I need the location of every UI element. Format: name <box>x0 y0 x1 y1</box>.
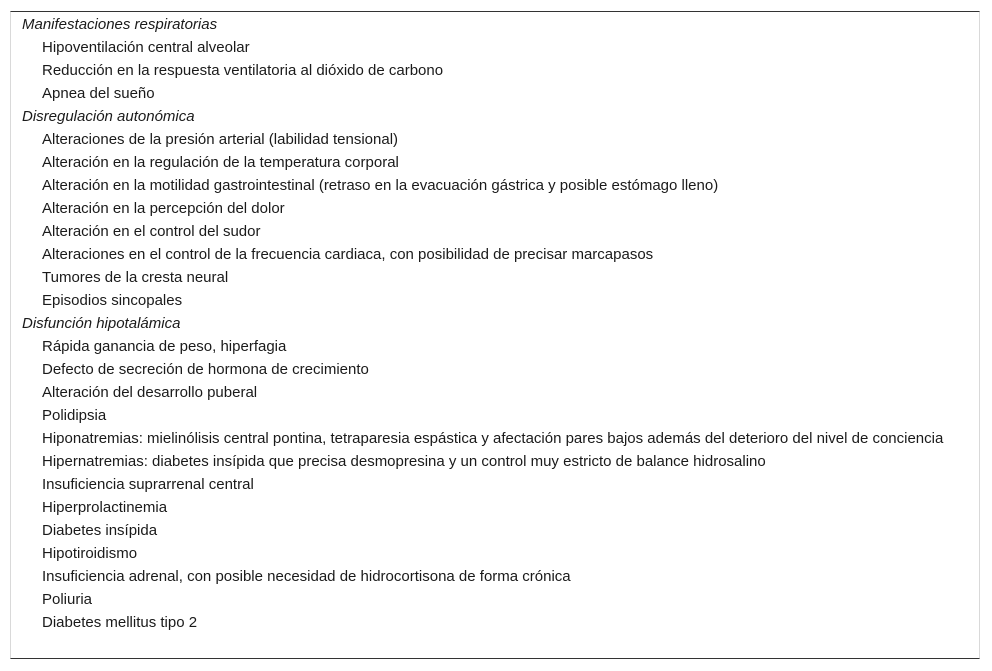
section-heading-hypothalamic: Disfunción hipotalámica <box>22 315 181 332</box>
table-row: Alteración del desarrollo puberal <box>42 384 258 401</box>
clinical-table <box>10 11 980 659</box>
table-row: Apnea del sueño <box>42 85 155 102</box>
table-row: Alteración en la motilidad gastrointestinal (retraso en la evacuación gástrica y posible estómago lleno) <box>42 177 719 194</box>
table-row: Defecto de secreción de hormona de crecimiento <box>42 361 369 378</box>
table-row: Rápida ganancia de peso, hiperfagia <box>42 338 287 355</box>
table-row: Tumores de la cresta neural <box>42 269 229 286</box>
table-row: Insuficiencia adrenal, con posible necesidad de hidrocortisona de forma crónica <box>42 568 571 585</box>
table-row: Alteraciones en el control de la frecuencia cardiaca, con posibilidad de precisar marcapasos <box>42 246 654 263</box>
table-row: Alteración en la percepción del dolor <box>42 200 285 217</box>
table-row: Alteración en el control del sudor <box>42 223 261 240</box>
table-row: Alteración en la regulación de la temperatura corporal <box>42 154 399 171</box>
table-row: Hiponatremias: mielinólisis central pontina, tetraparesia espástica y afectación pares bajos además del deterioro del nivel de conciencia <box>42 430 944 447</box>
table-row: Insuficiencia suprarrenal central <box>42 476 254 493</box>
table-row: Reducción en la respuesta ventilatoria al dióxido de carbono <box>42 62 444 79</box>
table-row: Hiperprolactinemia <box>42 499 168 516</box>
table-row: Hipotiroidismo <box>42 545 138 562</box>
section-heading-autonomic: Disregulación autonómica <box>22 108 195 125</box>
section-heading-respiratory: Manifestaciones respiratorias <box>22 16 218 33</box>
table-row: Diabetes insípida <box>42 522 158 539</box>
table-body <box>11 12 979 634</box>
table-row: Alteraciones de la presión arterial (labilidad tensional) <box>42 131 399 148</box>
table-row: Episodios sincopales <box>42 292 183 309</box>
table-row: Diabetes mellitus tipo 2 <box>42 614 198 631</box>
table-row: Poliuria <box>42 591 93 608</box>
table-row: Polidipsia <box>42 407 107 424</box>
table-row: Hipoventilación central alveolar <box>42 39 250 56</box>
table-row: Hipernatremias: diabetes insípida que precisa desmopresina y un control muy estricto de balance hidrosalino <box>42 453 766 470</box>
